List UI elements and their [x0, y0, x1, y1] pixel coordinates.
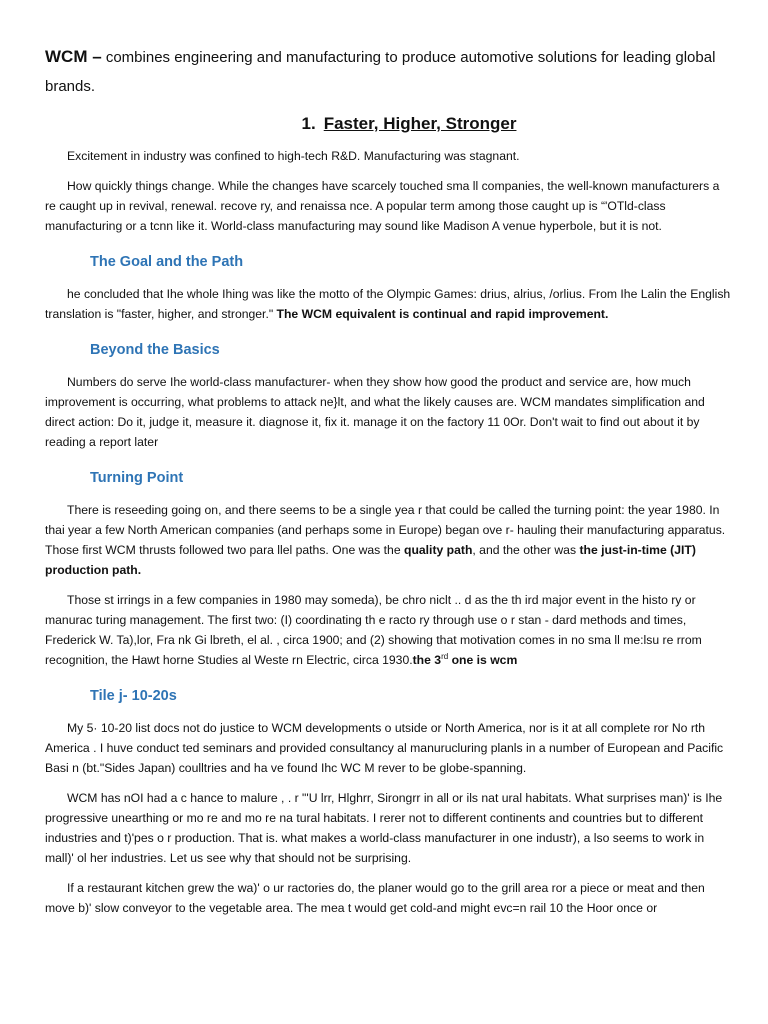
chapter-title: Faster, Higher, Stronger: [323, 114, 517, 133]
section-title-goal: The Goal and the Path: [90, 254, 244, 270]
section-title-tile: Tile j- 10-20s: [90, 688, 177, 704]
paragraph-basics: Numbers do serve Ihe world-class manufacturer- when they show how good the product and service are, how much improvement is occurring, what problems to attack ne}lt, and what the likely causes are. WCM mandates simplification and direct action: Do it, judge it, measure it. diagnose it, fix it. manage it on the factory 11 0Or. Don't wait to find out about it by reading a report later: [45, 375, 705, 449]
history-text: Those st irrings in a few companies in 1980 may someda), be chro niclt .. d as the th ird major event in the histo ry or manurac turing management. The first two: (I) coordinating th e racto ry through use o r stan - dard methods and times, Frederick W. Ta),lor, Fra nk Gi lbreth, el al. , circa 1900; and (2) showing that motivation comes in no sma ll me:lsu re rrom recognition, the Hawt horne Studies al Weste rn Electric, circa 1930.: [45, 593, 702, 667]
third-label: the 3: [412, 653, 442, 667]
paragraph-turning-2: [45, 590, 733, 670]
section-title-basics: Beyond the Basics: [90, 342, 220, 358]
paragraph-turning-1: [45, 500, 733, 580]
intro-paragraph: [45, 42, 733, 101]
paragraph-goal: [45, 284, 733, 324]
section-title-turning: Turning Point: [90, 470, 184, 486]
third-suffix: rd: [441, 651, 449, 661]
goal-bold: The WCM equivalent is continual and rapid improvement.: [276, 307, 609, 321]
quality-path: quality path: [404, 543, 473, 557]
intro-lead: WCM –: [45, 47, 102, 66]
paragraph-tile-2: WCM has nOI had a c hance to malure , . r "'U lrr, Hlghrr, Sirongrr in all or ils nat ural habitats. What surprises man)' is Ihe progressive unearthing or mo re and mo re na tural habitats. I rerer not to different continents and countries but to different industries and t)'pes o r production. That is. what makes a world-class manufacturer in one industr), a lso seems to work in mall)' ol her industries. Let us see why that should not be surprising.: [45, 791, 723, 865]
wcm-label: one is wcm: [448, 653, 518, 667]
paragraph-change: How quickly things change. While the changes have scarcely touched sma ll companies, the well-known manufacturers a re caught up in revival, renewal. recove ry, and renaissa nce. A popular term among those caught up is “'OTld-class manufacturing or a tcnn like it. World-class manufacturing may sound like Madison A venue hyperbole, but it is not.: [45, 179, 720, 233]
jit-path: the just-in-time (JIT) production path.: [45, 543, 696, 577]
chapter-number: 1.: [301, 114, 316, 133]
turning-mid: , and the other was: [472, 543, 580, 557]
intro-text: combines engineering and manufacturing to produce automotive solutions for leading global brands.: [45, 49, 716, 95]
chapter-heading: [45, 114, 733, 134]
turning-text: There is reseeding going on, and there seems to be a single yea r that could be called the turning point: the year 1980. In thai year a few North American companies (and perhaps some in Europe) began ove r- hauling their manufacturing apparatus. Those first WCM thrusts followed two para llel paths. One was the: [45, 503, 726, 557]
goal-text: he concluded that Ihe whole Ihing was like the motto of the Olympic Games: drius, alrius, /orlius. From Ihe Lalin the English translation is "faster, higher, and stronger.": [45, 287, 731, 321]
paragraph-tile-1: My 5· 10-20 list docs not do justice to WCM developments o utside or North America, nor is it at all complete ror No rth America . I huve conduct ted seminars and provided consultancy al manurucluring planls in a number of European and Pacific Basi n (bt."Sides Japan) coulltries and ha ve found Ihc WC M rever to be globe-spanning.: [45, 721, 724, 775]
paragraph-stagnant: Excitement in industry was confined to high-tech R&D. Manufacturing was stagnant.: [67, 149, 520, 163]
paragraph-tile-3: If a restaurant kitchen grew the wa)' o ur ractories do, the planer would go to the grill area ror a piece or meat and then move b)' slow conveyor to the vegetable area. The mea t would get cold-and might evc=n rail 10 the Hoor once or: [45, 881, 705, 915]
document-page: [45, 42, 733, 928]
